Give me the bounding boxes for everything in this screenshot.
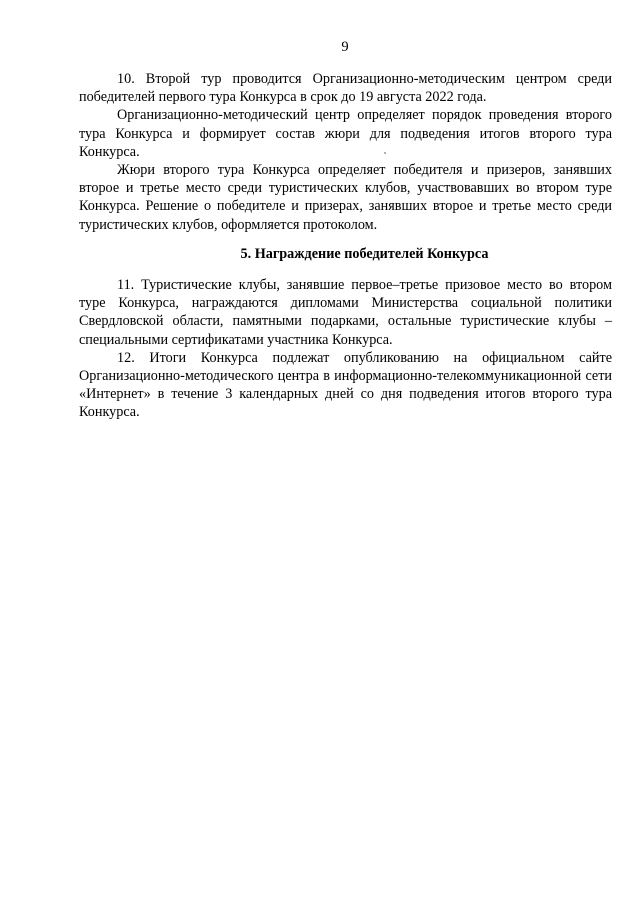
paragraph-jury: Жюри второго тура Конкурса определяет победителя и призеров, занявших второе и третье место среди туристических клубов, участвовавших во втором туре Конкурса. Решение о победителе и призерах, занявших второе и третье место среди туристических клубов, оформляется протоколом. (79, 162, 612, 233)
paragraph-11: 11. Туристические клубы, занявшие первое–третье призовое место во втором туре Конкурса, награждаются дипломами Министерства социальной политики Свердловской области, памятными подарками, остальные туристические клубы – специальными сертификатами участника Конкурса. (79, 277, 612, 348)
paragraph-10: 10. Второй тур проводится Организационно-методическим центром среди победителей первого тура Конкурса в срок до 19 августа 2022 года. (79, 71, 612, 106)
page-number: 9 (341, 39, 349, 55)
paragraph-12: 12. Итоги Конкурса подлежат опубликованию на официальном сайте Организационно-методического центра в информационно-телекоммуникационной сети «Интернет» в течение 3 календарных дней со дня подведения итогов второго тура Конкурса. (79, 349, 612, 421)
document-body (79, 70, 612, 422)
section-heading: 5. Награждение победителей Конкурса (240, 245, 489, 262)
paragraph-organizational-center: Организационно-методический центр определяет порядок проведения второго тура Конкурса и формирует состав жюри для подведения итогов второго тура Конкурса. (79, 107, 612, 160)
